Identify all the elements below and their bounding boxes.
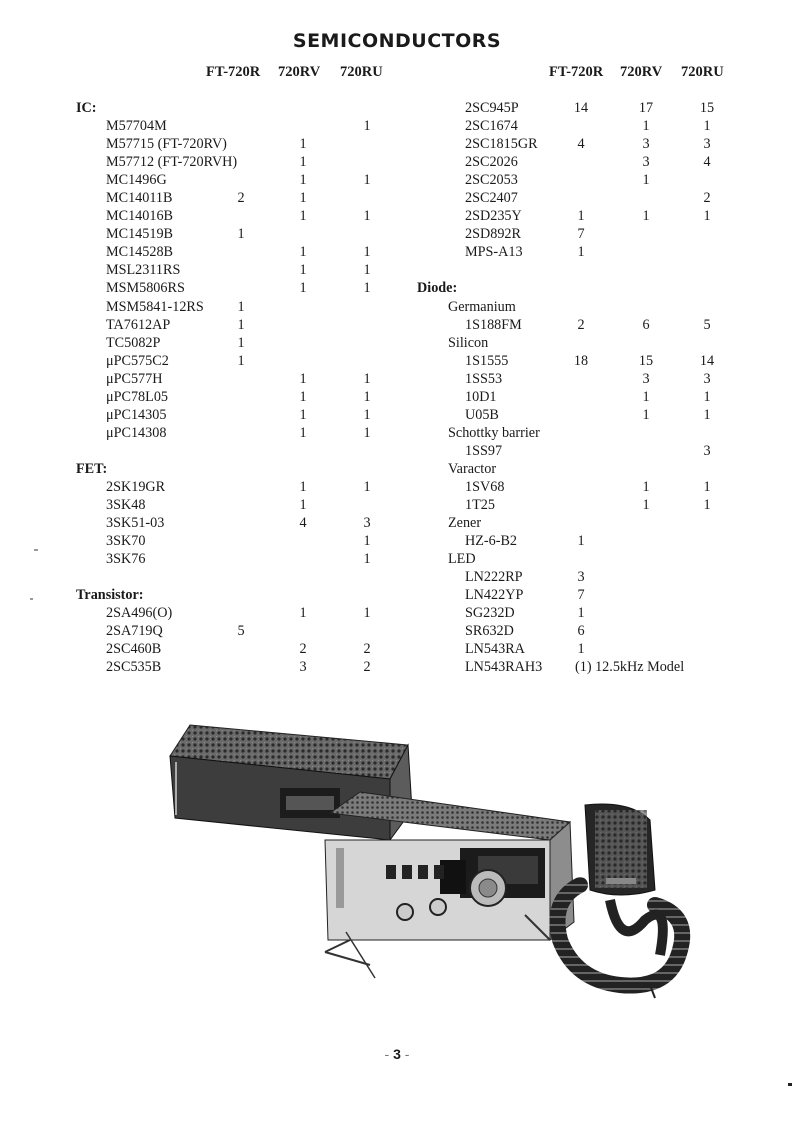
part-row <box>417 99 737 117</box>
quantity-cell: 2 <box>363 659 371 676</box>
part-row <box>417 442 737 460</box>
subsection-heading <box>417 334 737 352</box>
part-number: 1SS53 <box>465 370 503 387</box>
quantity-cell: 1 <box>363 388 371 405</box>
part-number: μPC577H <box>106 370 163 387</box>
quantity-cell: 1 <box>577 244 585 261</box>
quantity-cell: 1 <box>299 136 307 153</box>
part-number: M57712 (FT-720RVH) <box>106 154 238 171</box>
part-row <box>417 496 737 514</box>
spacer-row <box>76 442 396 460</box>
page-title: SEMICONDUCTORS <box>292 30 502 52</box>
part-number: 2SK19GR <box>106 478 166 495</box>
spacer-row <box>417 261 737 279</box>
part-row <box>76 171 396 189</box>
part-row <box>417 658 737 676</box>
part-number: μPC14308 <box>106 424 167 441</box>
quantity-cell: 18 <box>573 352 589 369</box>
part-row <box>417 586 737 604</box>
spacer-row <box>76 568 396 586</box>
part-number: MC14528B <box>106 244 174 261</box>
quantity-cell: 2 <box>703 190 711 207</box>
quantity-cell: (1) 12.5kHz Model <box>575 659 685 676</box>
quantity-cell: 1 <box>363 478 371 495</box>
part-number: 2SC1674 <box>465 118 518 135</box>
part-number: MSM5806RS <box>106 280 185 297</box>
quantity-cell: 1 <box>363 406 371 423</box>
quantity-cell: 1 <box>299 497 307 514</box>
column-header-ft720r: FT-720R <box>206 64 261 80</box>
part-number: SR632D <box>465 623 514 640</box>
part-row <box>76 243 396 261</box>
part-number: SG232D <box>465 605 515 622</box>
part-number: MC1496G <box>106 172 167 189</box>
amplifier-unit <box>170 725 412 840</box>
part-number: 2SA496(O) <box>106 605 173 622</box>
part-row <box>417 352 737 370</box>
page-number-value: 3 <box>393 1046 401 1062</box>
subsection-label: Silicon <box>448 334 489 351</box>
part-row <box>76 640 396 658</box>
quantity-cell: 5 <box>237 623 245 640</box>
part-row <box>417 225 737 243</box>
quantity-cell: 1 <box>363 280 371 297</box>
part-row <box>76 117 396 135</box>
quantity-cell: 15 <box>638 352 654 369</box>
part-number: 2SA719Q <box>106 623 163 640</box>
section-label: FET: <box>76 460 108 477</box>
part-number: 2SC945P <box>465 100 519 116</box>
part-row <box>76 298 396 316</box>
part-number: LN543RA <box>465 641 525 658</box>
part-row <box>76 406 396 424</box>
quantity-cell: 1 <box>703 406 711 423</box>
quantity-cell: 1 <box>363 262 371 279</box>
quantity-cell: 3 <box>577 569 585 586</box>
part-row <box>76 604 396 622</box>
quantity-cell: 1 <box>577 208 585 225</box>
part-row <box>417 532 737 550</box>
part-row <box>76 532 396 550</box>
column-header-ft720r: FT-720R <box>549 64 604 80</box>
quantity-cell: 1 <box>703 118 711 135</box>
part-number: HZ-6-B2 <box>465 533 518 550</box>
quantity-cell: 7 <box>577 226 585 243</box>
left-parts-list <box>76 99 396 677</box>
quantity-cell: 1 <box>363 118 371 135</box>
section-label: Transistor: <box>76 587 144 604</box>
quantity-cell: 4 <box>703 154 711 171</box>
part-number: LN543RAH3 <box>465 659 543 676</box>
part-row <box>76 550 396 568</box>
part-number: 3SK70 <box>106 533 146 550</box>
part-number: TA7612AP <box>106 316 171 333</box>
part-number: 2SC1815GR <box>465 136 538 153</box>
part-row <box>76 316 396 334</box>
quantity-cell: 3 <box>703 442 711 459</box>
subsection-heading <box>417 424 737 442</box>
part-row <box>417 135 737 153</box>
part-row <box>417 153 737 171</box>
part-number: 2SC2053 <box>465 172 518 189</box>
part-row <box>76 207 396 225</box>
part-row <box>417 243 737 261</box>
section-heading <box>76 460 396 478</box>
subsection-heading <box>417 514 737 532</box>
subsection-label: LED <box>448 551 476 568</box>
part-row <box>76 496 396 514</box>
quantity-cell: 1 <box>577 605 585 622</box>
part-row <box>417 117 737 135</box>
part-number: LN422YP <box>465 587 524 604</box>
quantity-cell: 1 <box>363 172 371 189</box>
part-number: 2SC535B <box>106 659 162 676</box>
part-number: μPC575C2 <box>106 352 169 369</box>
part-number: μPC14305 <box>106 406 167 423</box>
quantity-cell: 1 <box>299 605 307 622</box>
part-number: 2SC2407 <box>465 190 518 207</box>
quantity-cell: 7 <box>577 587 585 604</box>
part-row <box>76 388 396 406</box>
section-heading <box>417 279 737 297</box>
subsection-label: Varactor <box>448 460 497 477</box>
part-row <box>76 370 396 388</box>
part-number: 1SV68 <box>465 478 505 495</box>
part-row <box>417 622 737 640</box>
part-row <box>417 370 737 388</box>
subsection-label: Zener <box>448 515 482 532</box>
part-number: 2SD892R <box>465 226 521 243</box>
part-row <box>76 514 396 532</box>
part-row <box>76 279 396 297</box>
quantity-cell: 1 <box>299 190 307 207</box>
quantity-cell: 1 <box>299 244 307 261</box>
section-heading <box>76 99 396 117</box>
subsection-label: Schottky barrier <box>448 424 540 441</box>
quantity-cell: 6 <box>642 316 650 333</box>
quantity-cell: 3 <box>642 370 650 387</box>
part-number: 1T25 <box>465 497 495 514</box>
section-heading <box>76 586 396 604</box>
part-row <box>76 622 396 640</box>
quantity-cell: 1 <box>363 244 371 261</box>
column-header-720rv: 720RV <box>620 64 663 80</box>
quantity-cell: 1 <box>299 478 307 495</box>
quantity-cell: 1 <box>299 406 307 423</box>
part-row <box>417 388 737 406</box>
quantity-cell: 3 <box>703 370 711 387</box>
part-row <box>417 568 737 586</box>
part-row <box>417 171 737 189</box>
quantity-cell: 1 <box>703 388 711 405</box>
subsection-label: Germanium <box>448 298 516 315</box>
quantity-cell: 15 <box>699 100 715 116</box>
part-number: MC14016B <box>106 208 174 225</box>
quantity-cell: 14 <box>699 352 715 369</box>
quantity-cell: 1 <box>363 424 371 441</box>
quantity-cell: 1 <box>299 262 307 279</box>
part-row <box>76 334 396 352</box>
part-number: 10D1 <box>465 388 497 405</box>
quantity-cell: 1 <box>703 478 711 495</box>
subsection-heading <box>417 460 737 478</box>
quantity-cell: 1 <box>237 226 245 243</box>
section-label: IC: <box>76 100 97 116</box>
part-number: μPC78L05 <box>106 388 169 405</box>
column-header-720ru: 720RU <box>340 64 383 80</box>
quantity-cell: 1 <box>642 118 650 135</box>
quantity-cell: 3 <box>363 515 371 532</box>
quantity-cell: 1 <box>642 478 650 495</box>
part-row <box>76 658 396 676</box>
part-number: 3SK76 <box>106 551 146 568</box>
quantity-cell: 1 <box>237 334 245 351</box>
quantity-cell: 2 <box>237 190 245 207</box>
quantity-cell: 1 <box>703 497 711 514</box>
page-number: - 3 - <box>384 1046 410 1062</box>
part-number: MPS-A13 <box>465 244 523 261</box>
part-number: TC5082P <box>106 334 161 351</box>
quantity-cell: 14 <box>573 100 589 116</box>
quantity-cell: 5 <box>703 316 711 333</box>
part-number: 2SC2026 <box>465 154 518 171</box>
quantity-cell: 1 <box>577 641 585 658</box>
column-header-720ru: 720RU <box>681 64 724 80</box>
quantity-cell: 1 <box>299 424 307 441</box>
part-number: 1SS97 <box>465 442 503 459</box>
part-row <box>76 352 396 370</box>
quantity-cell: 2 <box>299 641 307 658</box>
part-row <box>417 207 737 225</box>
column-header-720rv: 720RV <box>278 64 321 80</box>
quantity-cell: 3 <box>642 136 650 153</box>
microphone <box>558 804 683 998</box>
part-number: MSM5841-12RS <box>106 298 204 315</box>
quantity-cell: 1 <box>299 154 307 171</box>
part-number: MC14011B <box>106 190 173 207</box>
quantity-cell: 1 <box>577 533 585 550</box>
part-number: 2SD235Y <box>465 208 522 225</box>
part-number: M57715 (FT-720RV) <box>106 136 227 153</box>
quantity-cell: 1 <box>299 280 307 297</box>
part-number: MSL2311RS <box>106 262 181 279</box>
part-number: 3SK51-03 <box>106 515 165 532</box>
quantity-cell: 1 <box>237 352 245 369</box>
right-parts-list <box>417 99 737 677</box>
subsection-heading <box>417 298 737 316</box>
quantity-cell: 1 <box>299 172 307 189</box>
part-row <box>417 640 737 658</box>
part-number: 3SK48 <box>106 497 146 514</box>
part-row <box>76 225 396 243</box>
part-number: 2SC460B <box>106 641 162 658</box>
quantity-cell: 1 <box>642 172 650 189</box>
quantity-cell: 4 <box>299 515 307 532</box>
part-row <box>417 478 737 496</box>
quantity-cell: 6 <box>577 623 585 640</box>
quantity-cell: 1 <box>299 388 307 405</box>
scan-speck <box>788 1083 792 1086</box>
quantity-cell: 17 <box>638 100 654 116</box>
part-number: 1S188FM <box>465 316 522 333</box>
quantity-cell: 1 <box>363 551 371 568</box>
part-row <box>76 189 396 207</box>
quantity-cell: 2 <box>363 641 371 658</box>
part-row <box>76 153 396 171</box>
part-number: 1S1555 <box>465 352 509 369</box>
part-row <box>76 478 396 496</box>
part-row <box>76 261 396 279</box>
part-row <box>76 424 396 442</box>
quantity-cell: 1 <box>299 370 307 387</box>
section-label: Diode: <box>417 280 458 297</box>
part-row <box>76 135 396 153</box>
part-number: U05B <box>465 406 499 423</box>
part-number: MC14519B <box>106 226 174 243</box>
quantity-cell: 1 <box>642 388 650 405</box>
part-number: LN222RP <box>465 569 523 586</box>
quantity-cell: 1 <box>363 533 371 550</box>
quantity-cell: 1 <box>237 316 245 333</box>
quantity-cell: 3 <box>642 154 650 171</box>
part-row <box>417 406 737 424</box>
quantity-cell: 3 <box>703 136 711 153</box>
quantity-cell: 1 <box>363 370 371 387</box>
quantity-cell: 1 <box>642 208 650 225</box>
quantity-cell: 1 <box>237 298 245 315</box>
quantity-cell: 3 <box>299 659 307 676</box>
quantity-cell: 1 <box>642 497 650 514</box>
part-row <box>417 316 737 334</box>
subsection-heading <box>417 550 737 568</box>
transceiver-photo <box>150 700 710 1020</box>
quantity-cell: 1 <box>363 605 371 622</box>
part-number: M57704M <box>106 118 167 135</box>
quantity-cell: 2 <box>577 316 585 333</box>
quantity-cell: 1 <box>703 208 711 225</box>
scan-speck <box>34 549 38 551</box>
quantity-cell: 1 <box>642 406 650 423</box>
quantity-cell: 4 <box>577 136 585 153</box>
scan-speck <box>30 598 33 600</box>
quantity-cell: 1 <box>299 208 307 225</box>
quantity-cell: 1 <box>363 208 371 225</box>
part-row <box>417 604 737 622</box>
part-row <box>417 189 737 207</box>
